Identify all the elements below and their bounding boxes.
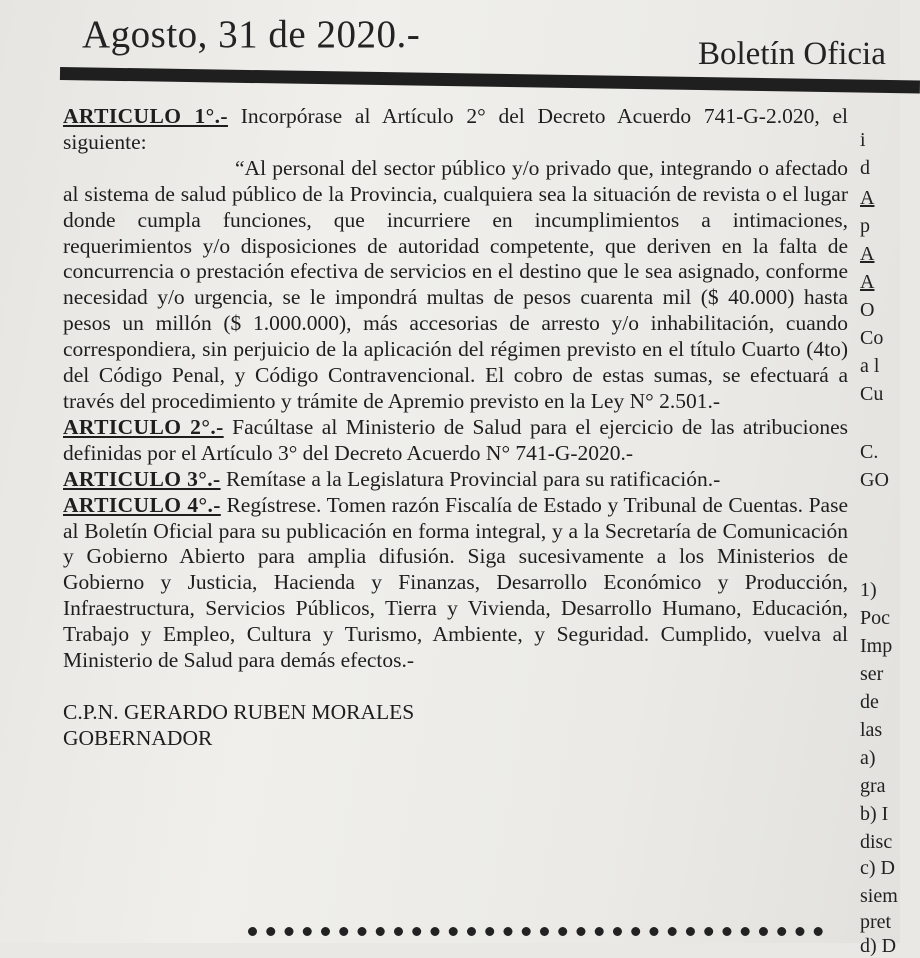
signatory-name: C.P.N. GERARDO RUBEN MORALES <box>63 699 415 724</box>
article-2 <box>63 415 848 467</box>
publication-title: Boletín Oficia <box>698 36 886 72</box>
page-date: Agosto, 31 de 2020.- <box>82 13 421 56</box>
article-4 <box>63 493 848 674</box>
right-column-fragment: Imp <box>860 635 893 657</box>
right-column-fragment: A <box>860 243 875 265</box>
right-column-fragment: a l <box>860 355 880 377</box>
article-1-label: ARTICULO 1°.- <box>63 104 228 128</box>
right-column-fragment: GO <box>860 469 889 491</box>
signature-block <box>63 700 848 752</box>
decree-body <box>63 104 848 752</box>
right-column-fragment: las <box>860 719 883 741</box>
article-4-text: Regístrese. Tomen razón Fiscalía de Estado y Tribunal de Cuentas. Pase al Boletín Oficial para su publicación en forma integral, y a la Secretaría de Comunicación y Gobierno Abierto para amplia difusión. Siga sucesivamente a los Ministerios de Gobierno y Justicia, Hacienda y Finanzas, Desarrollo Económico y Producción, Infraestructura, Servicios Públicos, Tierra y Vivienda, Desarrollo Humano, Educación, Trabajo y Empleo, Cultura y Turismo, Ambiente, y Seguridad. Cumplido, vuelva al Ministerio de Salud para demás efectos.- <box>63 492 848 673</box>
right-column-fragment: i <box>860 129 866 151</box>
right-column-fragment: ser <box>860 663 884 685</box>
right-column-fragment: c) D <box>860 857 895 879</box>
article-2-label: ARTICULO 2°.- <box>63 414 224 439</box>
right-column-fragment: Co <box>860 327 884 349</box>
article-1-intro <box>63 104 848 156</box>
article-1-quote: “Al personal del sector público y/o privado que, integrando o afectado al sistema de salud público de la Provincia, cualquiera sea la situación de revista o el lugar donde cumpla funciones, que incurriere en incumplimientos a intimaciones, requerimientos y/o disposiciones de autoridad competente, que deriven en la falta de concurrencia o prestación efectiva de servicios en el destino que le sea asignado, conforme necesidad y/o urgencia, se le impondrá multas de pesos cuarenta mil ($ 40.000) hasta pesos un millón ($ 1.000.000), más accesorias de arresto y/o inhabilitación, cuando correspondiera, sin perjuicio de la aplicación del régimen previsto en el título Cuarto (4to) del Código Penal, y Código Contravencional. El cobro de estas sumas, se efectuará a través del procedimiento y trámite de Apremio previsto en la Ley N° 2.501.- <box>63 155 848 413</box>
right-column-fragment: p <box>860 215 870 237</box>
right-column-fragment: b) I <box>860 803 889 825</box>
article-3-label: ARTICULO 3°.- <box>63 466 221 491</box>
article-1-intro-text: Incorpórase al Artículo 2° del Decreto Acuerdo 741-G-2.020, el siguiente: <box>63 104 848 154</box>
right-column-fragment: pret <box>860 911 892 933</box>
right-column-fragment: Cu <box>860 383 884 405</box>
right-column-fragment: A <box>860 187 875 209</box>
right-column-fragment: Poc <box>860 607 890 629</box>
dotted-divider <box>248 927 823 936</box>
adjacent-column-fragment <box>860 0 920 957</box>
right-column-fragment: de <box>860 691 879 713</box>
right-column-fragment: A <box>860 271 875 293</box>
right-column-fragment: C. <box>860 441 879 463</box>
article-4-label: ARTICULO 4°.- <box>63 492 221 517</box>
signatory-title: GOBERNADOR <box>63 725 213 750</box>
right-column-fragment: O <box>860 299 875 321</box>
right-column-fragment: siem <box>860 885 898 907</box>
article-3 <box>63 467 848 493</box>
right-column-fragment: d) D <box>860 935 897 957</box>
right-column-fragment: a) <box>860 747 876 769</box>
right-column-fragment: 1) <box>860 579 877 601</box>
right-column-fragment: gra <box>860 775 886 797</box>
right-column-fragment: d <box>860 157 870 179</box>
article-3-text: Remítase a la Legislatura Provincial para su ratificación.- <box>220 466 721 491</box>
right-column-fragment: disc <box>860 831 893 853</box>
article-2-text: Facúltase al Ministerio de Salud para el ejercicio de las atribuciones definidas por el Artículo 3° del Decreto Acuerdo N° 741-G-2020.- <box>63 414 848 465</box>
